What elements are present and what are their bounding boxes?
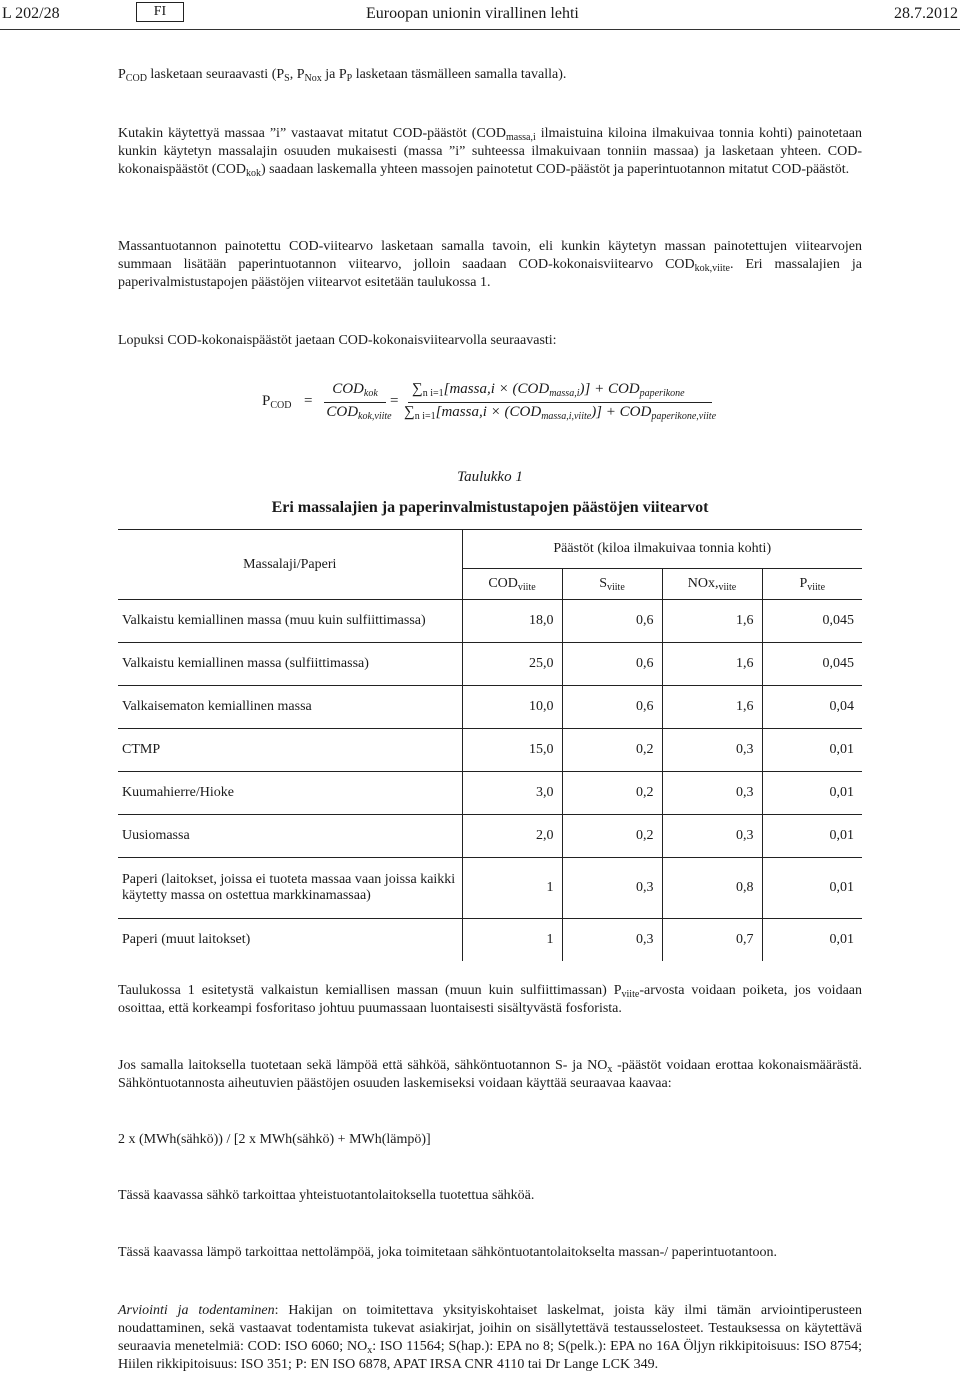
cell-nox: 0,7 — [662, 919, 762, 962]
cell-cod: 25,0 — [462, 643, 562, 686]
paragraph-finally: Lopuksi COD-kokonaispäästöt jaetaan COD-kokonaisviitearvolla seuraavasti: — [118, 333, 557, 348]
col-header-s: $S_{viite}$ — [562, 569, 662, 600]
assessment-label: Arviointi ja todentaminen — [118, 1303, 275, 1318]
cell-s: 0,2 — [562, 772, 662, 815]
row-label: CTMP — [118, 729, 462, 772]
page-header — [0, 0, 960, 30]
row-label: Valkaisematon kemiallinen massa — [118, 686, 462, 729]
cell-cod: 15,0 — [462, 729, 562, 772]
cell-cod: 1 — [462, 919, 562, 962]
formula-equals: = — [304, 393, 313, 409]
paragraph-cod-weighting: Kutakin käytettyä massaa ”i” vastaavat mitatut COD-päästöt ($COD_{massa,i}$ ilmaistuina kiloina ilmakuivaa tonnia kohti) painotetaan kunkin käytetyn massalajin osuuden mukaisesti (massa ”i” suhteessa ilmakuivaan tonniin massaa) ja lasketaan yhteen. COD-kokonaispäästöt $(COD_{kok})$ saadaan laskemalla yhteen massojen painotetut COD-päästöt ja paperintuotannon mitatut COD-päästöt. — [118, 126, 862, 179]
cell-s: 0,2 — [562, 729, 662, 772]
language-badge: FI — [136, 2, 184, 22]
cell-p: 0,01 — [762, 815, 862, 858]
electricity-share-formula: 2 x (MWh(sähkö)) / [2 x MWh(sähkö) + MWh(lämpö)] — [118, 1132, 431, 1147]
row-label: Valkaistu kemiallinen massa (muu kuin sulfiittimassa) — [118, 600, 462, 643]
cell-s: 0,6 — [562, 686, 662, 729]
table-row — [118, 643, 862, 686]
table-corner-header: Massalaji/Paperi — [118, 530, 462, 600]
cell-cod: 3,0 — [462, 772, 562, 815]
cell-p: 0,01 — [762, 919, 862, 962]
cell-cod: 1 — [462, 858, 562, 919]
formula-den2: $\sum_{n i=1}[massa,i \times (COD_{massa,i,viite})] + COD_{paperikone,viite}$ — [404, 404, 717, 422]
pcod-formula — [262, 380, 722, 430]
cell-s: 0,2 — [562, 815, 662, 858]
cell-p: 0,04 — [762, 686, 862, 729]
reference-values-table — [118, 529, 862, 961]
page-number: L 202/28 — [2, 5, 60, 22]
formula-equals-2: = — [390, 393, 399, 409]
header-divider — [0, 29, 960, 30]
cell-s: 0,3 — [562, 919, 662, 962]
paragraph-assessment: Arviointi ja todentaminen: Hakijan on toimitettava yksityiskohtaiset laskelmat, joista käy ilmi tämän arviointiperusteen noudattaminen, sekä vastaavat todentamista tukevat asiakirjat, joihin on sisällytettävä testausselosteet. Testauksessa on käytettävä seuraavia menetelmiä: COD: ISO 6060; $NO_x$: ISO 11564; S(hap.): EPA no 8; S(pelk.): EPA no 16A Öljyn rikkipitoisuus: ISO 8754; Hiilen rikkipitoisuus: ISO 351; P: EN ISO 6878, APAT IRSA CNR 4110 tai Dr Lange LCK 349. — [118, 1303, 862, 1372]
table-title: Eri massalajien ja paperinvalmistustapojen päästöjen viitearvot — [271, 499, 709, 516]
table-row — [118, 858, 862, 919]
row-label: Paperi (muut laitokset) — [118, 919, 462, 962]
cell-nox: 1,6 — [662, 643, 762, 686]
cell-nox: 0,3 — [662, 815, 762, 858]
cell-nox: 0,8 — [662, 858, 762, 919]
cell-cod: 18,0 — [462, 600, 562, 643]
table-row — [118, 600, 862, 643]
row-label: Uusiomassa — [118, 815, 462, 858]
table-row — [118, 815, 862, 858]
table-row — [118, 919, 862, 962]
table-caption: Taulukko 1 — [457, 469, 523, 485]
formula-num2: $\sum_{n i=1}[massa,i \times (COD_{massa,i})] + COD_{paperikone}$ — [412, 381, 685, 399]
cell-nox: 1,6 — [662, 600, 762, 643]
formula-den1: $COD_{kok,viite}$ — [326, 404, 392, 422]
formula-lhs: $P_{COD}$ — [262, 393, 292, 411]
cell-nox: 0,3 — [662, 729, 762, 772]
intro-paragraph: $P_{COD}$ lasketaan seuraavasti ($P_S$, $P_{Nox}$ ja $P_P$ lasketaan täsmälleen samalla tavalla). — [118, 67, 567, 84]
cell-s: 0,6 — [562, 643, 662, 686]
col-header-nox: $NOx,_{viite}$ — [662, 569, 762, 600]
col-header-cod: $COD_{viite}$ — [462, 569, 562, 600]
row-label: Paperi (laitokset, joissa ei tuoteta massaa vaan joissa kaikki käytetty massa on ostettua markkinamassaa) — [118, 858, 462, 919]
paragraph-chp: Jos samalla laitoksella tuotetaan sekä lämpöä että sähköä, sähköntuotannon S- ja $NO_x$ -päästöt voidaan erottaa kokonaismäärästä. Sähköntuotannosta aiheutuvien päästöjen osuuden laskemiseksi voidaan käyttää seuraavaa kaavaa: — [118, 1058, 862, 1091]
cell-cod: 10,0 — [462, 686, 562, 729]
paragraph-reference-value: Massantuotannon painotettu COD-viitearvo lasketaan samalla tavoin, eli kunkin käytetyn massan painotettujen viitearvojen summaan lisätään paperintuotannon viitearvo, jolloin saadaan COD-kokonaisviitearvo $COD_{kok,viite}$. Eri massalajien ja paperivalmistustapojen päästöjen viitearvot esitetään taulukossa 1. — [118, 239, 862, 290]
row-label: Kuumahierre/Hioke — [118, 772, 462, 815]
cell-s: 0,3 — [562, 858, 662, 919]
table-row — [118, 729, 862, 772]
table-row — [118, 686, 862, 729]
table-row — [118, 772, 862, 815]
publication-date: 28.7.2012 — [894, 5, 958, 22]
cell-nox: 0,3 — [662, 772, 762, 815]
paragraph-phosphorus: Taulukossa 1 esitetystä valkaistun kemiallisen massan (muun kuin sulfiittimassan) $P_{viite}$-arvosta voidaan poiketa, jos voidaan osoittaa, että korkeampi fosforitaso johtuu puumassaan luontaisesti sisältyvästä fosforista. — [118, 983, 862, 1016]
cell-p: 0,045 — [762, 643, 862, 686]
cell-p: 0,045 — [762, 600, 862, 643]
cell-nox: 1,6 — [662, 686, 762, 729]
table-group-header: Päästöt (kiloa ilmakuivaa tonnia kohti) — [462, 530, 862, 569]
col-header-p: $P_{viite}$ — [762, 569, 862, 600]
journal-title: Euroopan unionin virallinen lehti — [366, 5, 579, 22]
formula-num1: $COD_{kok}$ — [332, 381, 378, 399]
cell-cod: 2,0 — [462, 815, 562, 858]
cell-s: 0,6 — [562, 600, 662, 643]
cell-p: 0,01 — [762, 772, 862, 815]
row-label: Valkaistu kemiallinen massa (sulfiittimassa) — [118, 643, 462, 686]
paragraph-heat-def: Tässä kaavassa lämpö tarkoittaa nettolämpöä, joka toimitetaan sähköntuotantolaitokselta massan-/ paperintuotantoon. — [118, 1245, 777, 1260]
paragraph-electricity-def: Tässä kaavassa sähkö tarkoittaa yhteistuotantolaitoksella tuotettua sähköä. — [118, 1188, 535, 1203]
cell-p: 0,01 — [762, 858, 862, 919]
cell-p: 0,01 — [762, 729, 862, 772]
